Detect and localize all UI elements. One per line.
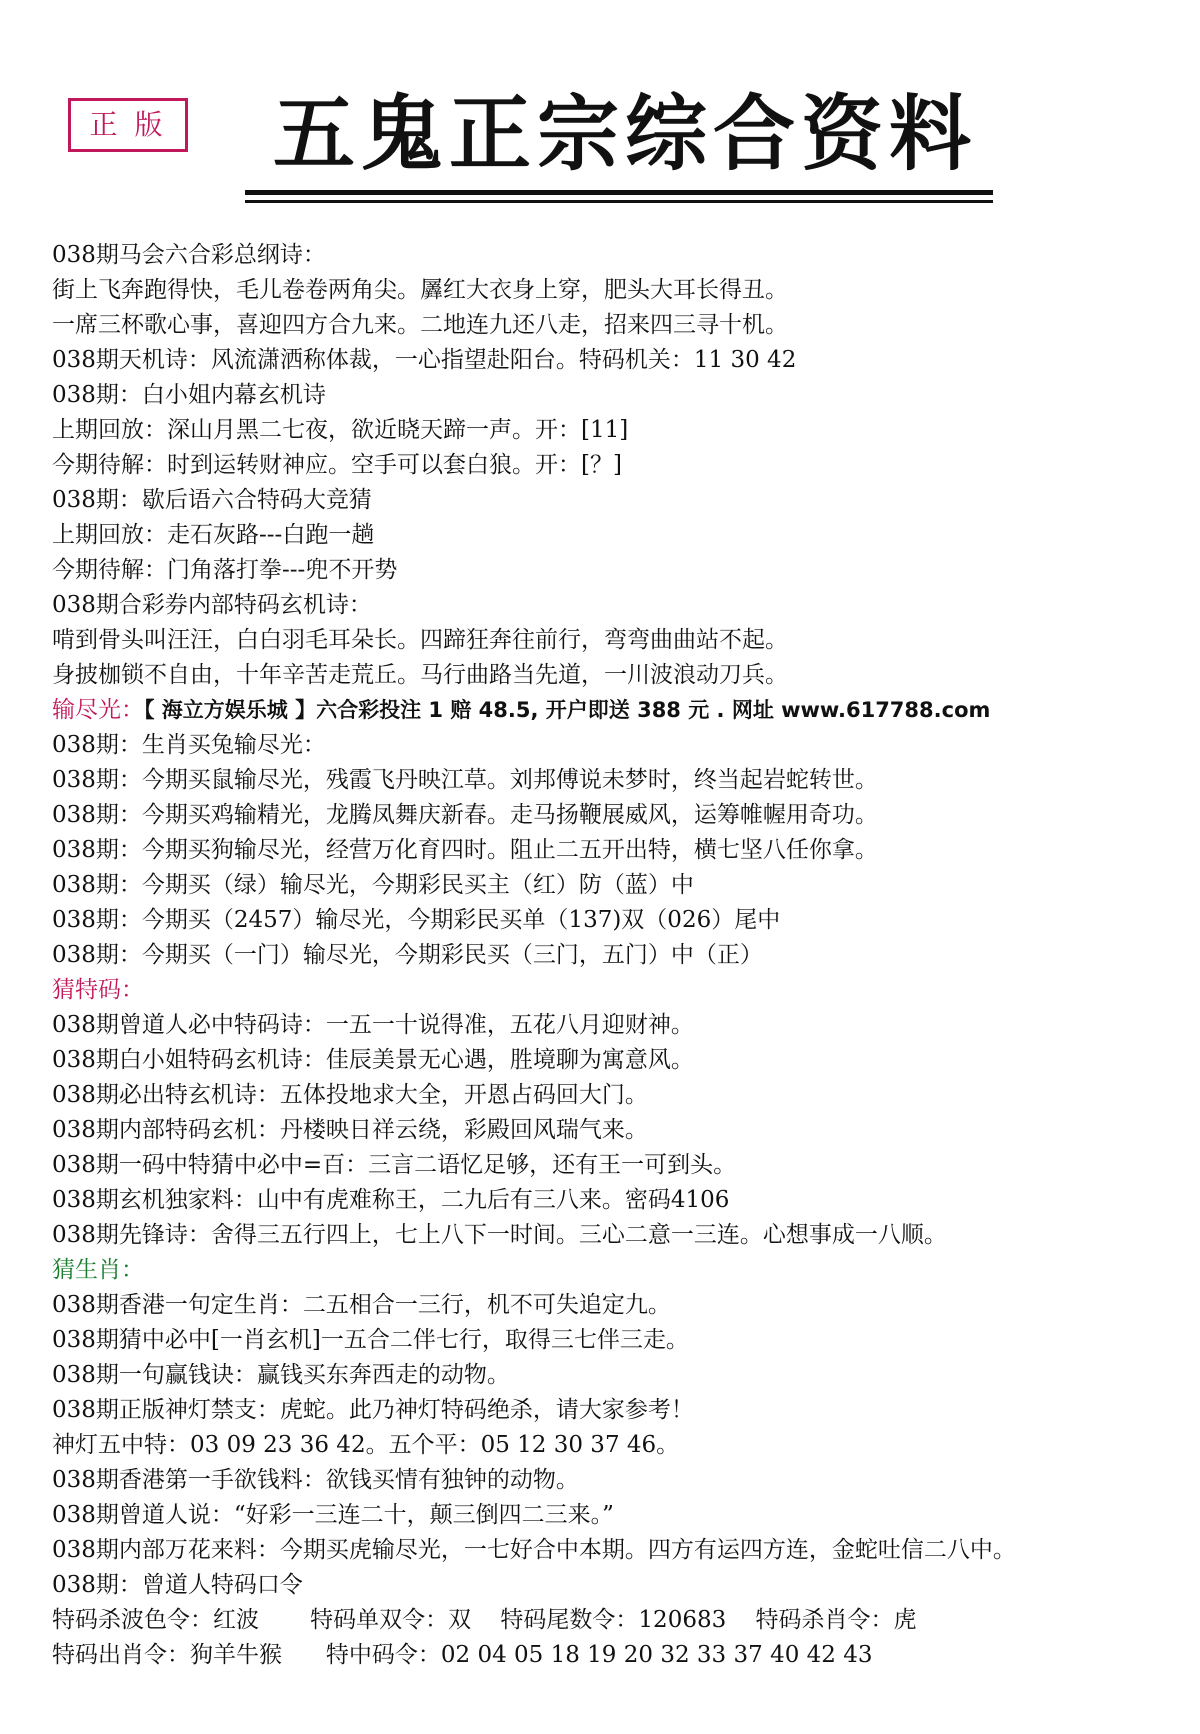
text-line: 038期内部特码玄机：丹楼映日祥云绕，彩殿回风瑞气来。 xyxy=(52,1117,648,1143)
text-line: 038期香港第一手欲钱料：欲钱买情有独钟的动物。 xyxy=(52,1467,579,1493)
text-line: 038期内部万花来料：今期买虎输尽光，一七好合中本期。四方有运四方连，金蛇吐信二八中。 xyxy=(52,1537,1016,1563)
text-line: 038期：歇后语六合特码大竞猜 xyxy=(52,487,372,513)
text-line: 038期玄机独家料：山中有虎难称王，二九后有三八来。密码4106 xyxy=(52,1187,730,1213)
text-line: 038期正版神灯禁支：虎蛇。此乃神灯特码绝杀，请大家参考！ xyxy=(52,1397,694,1423)
authentic-stamp: 正 版 xyxy=(68,98,188,152)
text-line: 038期：今期买（2457）输尽光，今期彩民买单（137)双（026）尾中 xyxy=(52,907,781,933)
section-heading-guess-special: 猜特码： xyxy=(52,977,144,1003)
text-line: 038期：今期买鸡输精光，龙腾凤舞庆新春。走马扬鞭展威风，运筹帷幄用奇功。 xyxy=(52,802,878,828)
text-line: 038期一句赢钱诀：赢钱买东奔西走的动物。 xyxy=(52,1362,510,1388)
text-line: 一席三杯歌心事，喜迎四方合九来。二地连九还八走，招来四三寻十机。 xyxy=(52,312,788,338)
text-line: 身披枷锁不自由，十年辛苦走荒丘。马行曲路当先道，一川波浪动刀兵。 xyxy=(52,662,788,688)
text-line: 038期合彩券内部特码玄机诗： xyxy=(52,592,372,618)
text-line: 038期白小姐特码玄机诗：佳辰美景无心遇，胜境聊为寓意风。 xyxy=(52,1047,694,1073)
text-line: 038期：今期买狗输尽光，经营万化育四时。阻止二五开出特，横七坚八任你拿。 xyxy=(52,837,878,863)
text-line: 街上飞奔跑得快，毛儿卷卷两角尖。羼红大衣身上穿，肥头大耳长得丑。 xyxy=(52,277,788,303)
text-line: 038期曾道人必中特码诗：一五一十说得准，五花八月迎财神。 xyxy=(52,1012,694,1038)
page-title: 五鬼正宗综合资料 xyxy=(272,86,977,182)
ad-line xyxy=(52,693,1182,728)
text-line: 今期待解：时到运转财神应。空手可以套白狼。开：[？] xyxy=(52,452,622,478)
text-line: 神灯五中特：03 09 23 36 42。五个平：05 12 30 37 46。 xyxy=(52,1432,680,1458)
text-line: 上期回放：深山月黑二七夜，欲近晓天蹄一声。开：[11] xyxy=(52,417,629,443)
section-heading-guess-zodiac: 猜生肖： xyxy=(52,1257,144,1283)
text-line: 038期：今期买（一门）输尽光，今期彩民买（三门，五门）中（正） xyxy=(52,942,763,968)
text-line: 今期待解：门角落打拳---兜不开势 xyxy=(52,557,398,583)
ad-text: 【 海立方娱乐城 】六合彩投注 1 赔 48.5, 开户即送 388 元 . 网址 www.617788.com xyxy=(144,698,991,722)
text-line: 038期：曾道人特码口令 xyxy=(52,1572,303,1598)
text-line: 038期猜中必中[一肖玄机]一五合二伴七行，取得三七伴三走。 xyxy=(52,1327,689,1353)
text-line: 038期曾道人说：“好彩一三连二十，颠三倒四二三来。” xyxy=(52,1502,614,1528)
section-heading-lose-all: 输尽光： xyxy=(52,697,144,723)
text-line: 038期一码中特猜中必中=百：三言二语忆足够，还有王一可到头。 xyxy=(52,1152,737,1178)
text-line: 特码出肖令：狗羊牛猴 特中码令：02 04 05 18 19 20 32 33 37 40 42 43 xyxy=(52,1642,873,1668)
text-line: 038期香港一句定生肖：二五相合一三行，机不可失追定九。 xyxy=(52,1292,671,1318)
text-line: 特码杀波色令：红波 特码单双令：双 特码尾数令：120683 特码杀肖令：虎 xyxy=(52,1607,917,1633)
title-underline-thin xyxy=(245,200,993,203)
text-line: 038期必出特玄机诗：五体投地求大全，开恩占码回大门。 xyxy=(52,1082,648,1108)
text-line: 038期：今期买（绿）输尽光，今期彩民买主（红）防（蓝）中 xyxy=(52,872,694,898)
document-body xyxy=(52,238,1182,1673)
title-underline-thick xyxy=(245,190,993,195)
text-line: 038期马会六合彩总纲诗： xyxy=(52,242,326,268)
text-line: 038期：生肖买兔输尽光： xyxy=(52,732,326,758)
text-line: 038期天机诗：风流潇洒称体裁，一心指望赴阳台。特码机关：11 30 42 xyxy=(52,347,797,373)
text-line: 038期：白小姐内幕玄机诗 xyxy=(52,382,326,408)
text-line: 038期先锋诗：舍得三五行四上，七上八下一时间。三心二意一三连。心想事成一八顺。 xyxy=(52,1222,947,1248)
text-line: 038期：今期买鼠输尽光，残霞飞丹映江草。刘邦傅说未梦时，终当起岩蛇转世。 xyxy=(52,767,878,793)
text-line: 上期回放：走石灰路---白跑一趟 xyxy=(52,522,375,548)
text-line: 啃到骨头叫汪汪，白白羽毛耳朵长。四蹄狂奔往前行，弯弯曲曲站不起。 xyxy=(52,627,788,653)
